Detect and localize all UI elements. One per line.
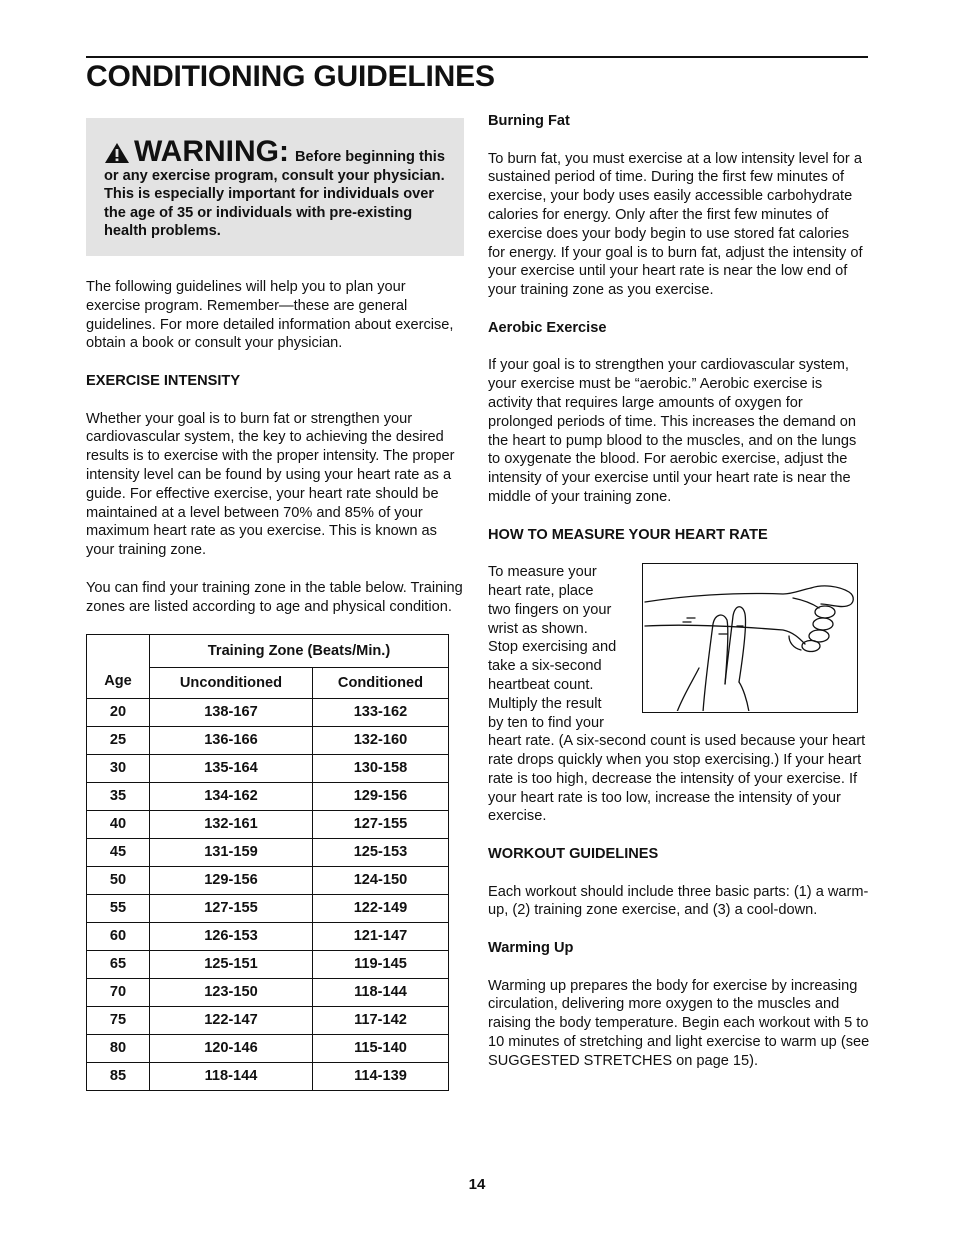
workout-guidelines-heading: WORKOUT GUIDELINES: [488, 846, 659, 863]
workout-guidelines-paragraph: Each workout should include three basic parts: (1) a warm-up, (2) training zone exercise, and (3) a cool-down.: [488, 883, 869, 919]
heart-rate-section: [488, 563, 870, 732]
top-rule: [86, 56, 868, 58]
table-row: [87, 1007, 449, 1035]
unconditioned-cell: 132-161: [150, 811, 313, 839]
exercise-intensity-heading: EXERCISE INTENSITY: [86, 372, 241, 389]
unconditioned-cell: 129-156: [150, 867, 313, 895]
unconditioned-cell: 118-144: [150, 1063, 313, 1091]
heart-rate-heading: HOW TO MEASURE YOUR HEART RATE: [488, 526, 768, 543]
intro-paragraph: The following guidelines will help you to plan your exercise program. Remember—these are general guidelines. For more detailed information about exercise, obtain a book or consult your physician.: [86, 279, 454, 352]
burning-fat-heading: Burning Fat: [488, 113, 570, 129]
warning-triangle-icon: [104, 142, 130, 164]
training-zone-paragraph: You can find your training zone in the table below. Training zones are listed according to age and physical condition.: [86, 579, 463, 615]
aerobic-exercise-heading: Aerobic Exercise: [488, 319, 607, 336]
page-number: 14: [468, 1176, 486, 1193]
age-cell: 20: [87, 699, 150, 727]
unconditioned-cell: 131-159: [150, 839, 313, 867]
age-cell: 25: [87, 727, 150, 755]
table-row: [87, 1035, 449, 1063]
conditioned-cell: 133-162: [312, 699, 448, 727]
age-cell: 40: [87, 811, 150, 839]
age-cell: 85: [87, 1063, 150, 1091]
unconditioned-cell: 138-167: [150, 699, 313, 727]
warming-up-paragraph: Warming up prepares the body for exercise by increasing circulation, delivering more oxygen to the muscles and raising the body temperature. Begin each workout with 5 to 10 minutes of stretching and light exercise to warm up (see SUGGESTED STRETCHES on page 15).: [488, 977, 870, 1069]
conditioned-cell: 130-158: [312, 755, 448, 783]
exercise-intensity-paragraph: Whether your goal is to burn fat or strengthen your cardiovascular system, the key to achieving the desired results is to exercise with the proper intensity. The proper intensity level can be found by using your heart rate as a guide. For effective exercise, your heart rate should be maintained at a level between 70% and 85% of your maximum heart rate as you exercise. This is known as your training zone.: [86, 410, 455, 559]
table-row: [87, 699, 449, 727]
age-cell: 60: [87, 923, 150, 951]
conditioned-cell: 121-147: [312, 923, 448, 951]
table-row: [87, 783, 449, 811]
training-zone-rows: [87, 699, 449, 1091]
unconditioned-cell: 134-162: [150, 783, 313, 811]
unconditioned-cell: 136-166: [150, 727, 313, 755]
wrist-pulse-illustration: [642, 563, 858, 713]
warning-box: [86, 118, 464, 256]
column-header-conditioned: Conditioned: [312, 668, 448, 699]
conditioned-cell: 129-156: [312, 783, 448, 811]
training-zone-group-header: Training Zone (Beats/Min.): [150, 635, 449, 668]
table-row: [87, 1063, 449, 1091]
age-cell: 65: [87, 951, 150, 979]
warning-text: Before beginning this or any exercise program, consult your physician. This is especially important for individuals over the age of 35 or individuals with pre-existing health problems.: [104, 149, 445, 239]
conditioned-cell: 118-144: [312, 979, 448, 1007]
unconditioned-cell: 122-147: [150, 1007, 313, 1035]
age-cell: 50: [87, 867, 150, 895]
conditioned-cell: 124-150: [312, 867, 448, 895]
table-row: [87, 951, 449, 979]
table-row: [87, 727, 449, 755]
training-zone-table: [86, 634, 449, 1091]
conditioned-cell: 114-139: [312, 1063, 448, 1091]
age-cell: 45: [87, 839, 150, 867]
heart-rate-paragraph-beside: To measure your heart rate, place two fingers on your wrist as shown. Stop exercising and take a six-second heartbeat count. Multiply the result by ten to find your: [488, 564, 617, 731]
table-row: [87, 895, 449, 923]
conditioned-cell: 125-153: [312, 839, 448, 867]
aerobic-exercise-paragraph: If your goal is to strengthen your cardiovascular system, your exercise must be “aerobic.” Aerobic exercise is activity that requires large amounts of oxygen for prolonged periods of time. This increases the demand on the heart to pump blood to the muscles, and on the lungs to oxygenate the blood. For aerobic exercise, adjust the intensity of your exercise until your heart rate is near the middle of your training zone.: [488, 357, 857, 505]
unconditioned-cell: 125-151: [150, 951, 313, 979]
unconditioned-cell: 126-153: [150, 923, 313, 951]
right-column: [488, 112, 870, 1071]
conditioned-cell: 117-142: [312, 1007, 448, 1035]
table-row: [87, 811, 449, 839]
unconditioned-cell: 123-150: [150, 979, 313, 1007]
unconditioned-cell: 127-155: [150, 895, 313, 923]
conditioned-cell: 132-160: [312, 727, 448, 755]
page-title: CONDITIONING GUIDELINES: [86, 60, 495, 93]
warning-label: WARNING:: [134, 135, 289, 168]
age-cell: 80: [87, 1035, 150, 1063]
table-row: [87, 979, 449, 1007]
burning-fat-paragraph: To burn fat, you must exercise at a low intensity level for a sustained period of time. During the first few minutes of exercise, your body uses easily accessible carbohydrate calories for energy. Only after the first few minutes of exercise does your body begin to use stored fat calories for energy. If your goal is to burn fat, adjust the intensity of your exercise until your heart rate is near the low end of your training zone as you exercise.: [488, 150, 863, 299]
heart-rate-paragraph-below: heart rate. (A six-second count is used because your heart rate drops quickly when you stop exercising.) If your heart rate is too high, decrease the intensity of your exercise. If your heart rate is too low, increase the intensity of your exercise.: [488, 733, 866, 825]
conditioned-cell: 119-145: [312, 951, 448, 979]
column-header-age: Age: [87, 635, 150, 699]
conditioned-cell: 115-140: [312, 1035, 448, 1063]
conditioned-cell: 127-155: [312, 811, 448, 839]
unconditioned-cell: 120-146: [150, 1035, 313, 1063]
age-cell: 70: [87, 979, 150, 1007]
table-row: [87, 867, 449, 895]
conditioned-cell: 122-149: [312, 895, 448, 923]
column-header-unconditioned: Unconditioned: [150, 668, 313, 699]
age-cell: 30: [87, 755, 150, 783]
table-row: [87, 755, 449, 783]
warming-up-heading: Warming Up: [488, 940, 574, 957]
table-row: [87, 923, 449, 951]
table-row: [87, 839, 449, 867]
age-cell: 75: [87, 1007, 150, 1035]
unconditioned-cell: 135-164: [150, 755, 313, 783]
age-cell: 55: [87, 895, 150, 923]
age-cell: 35: [87, 783, 150, 811]
left-column: [86, 118, 464, 1091]
